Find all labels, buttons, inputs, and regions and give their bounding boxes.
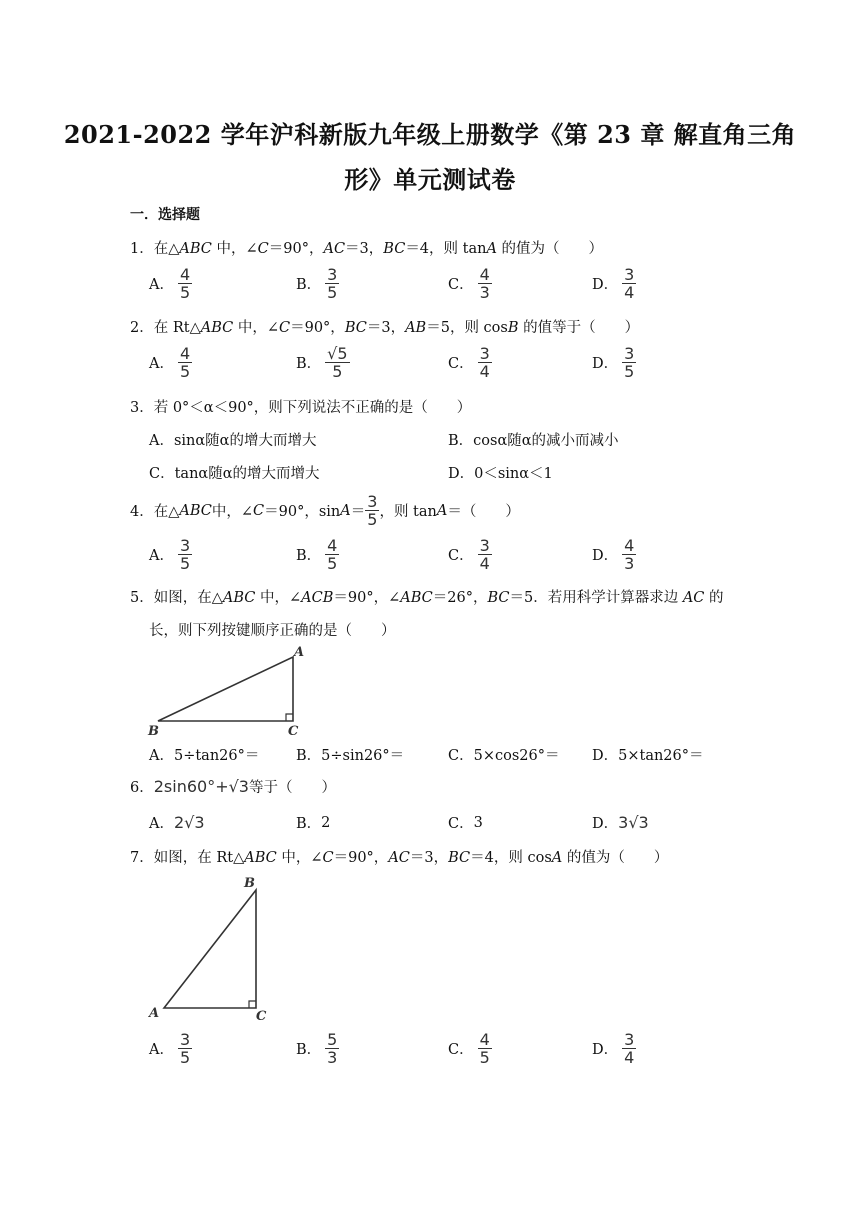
question-4: 4．在△ ABC 中，∠ C ＝90°，sin A ＝ $\frac{3}{5}$ ，则 tan A ＝（ ） xyxy=(130,492,520,529)
q7-label-c: C xyxy=(256,1009,267,1024)
q5-option-b[interactable]: B．5÷sin26°＝ xyxy=(296,748,405,764)
q2-option-b[interactable]: B． $\frac{√5}{5}$ xyxy=(296,344,348,381)
q5-option-a[interactable]: A．5÷tan26°＝ xyxy=(149,748,260,764)
q1-option-b[interactable]: B． $\frac{3}{5}$ xyxy=(296,265,338,302)
q6-option-a[interactable]: A． 2√3 xyxy=(149,813,205,832)
q6-option-b[interactable]: B． 2 xyxy=(296,814,331,832)
q3-option-b[interactable]: B．cosα随α的减小而减小 xyxy=(448,433,619,449)
q7-option-c[interactable]: C． $\frac{4}{5}$ xyxy=(448,1030,490,1067)
q7-label-b: B xyxy=(244,876,255,891)
q3-option-d[interactable]: D．0＜sinα＜1 xyxy=(448,466,553,482)
q2-option-d[interactable]: D． $\frac{3}{5}$ xyxy=(592,344,635,381)
q5-label-c: C xyxy=(288,724,299,739)
q7-option-b[interactable]: B． $\frac{5}{3}$ xyxy=(296,1030,338,1067)
title-line-1: 2021-2022 学年沪科新版九年级上册数学《第 23 章 解直角三角 xyxy=(63,120,797,149)
question-5-line-1: 5．如图，在△ABC 中，∠ACB＝90°，∠ABC＝26°，BC＝5．若用科学计算器求边 AC 的 xyxy=(130,590,724,606)
q6-option-c[interactable]: C． 3 xyxy=(448,814,483,832)
question-2: 2．在 Rt△ABC 中，∠C＝90°，BC＝3，AB＝5，则 cosB 的值等于（ ） xyxy=(130,320,640,336)
q3-option-c[interactable]: C．tanα随α的增大而增大 xyxy=(149,466,320,482)
q7-label-a: A xyxy=(149,1006,160,1021)
q5-option-c[interactable]: C．5×cos26°＝ xyxy=(448,748,560,764)
q5-label-a: A xyxy=(294,645,305,660)
question-6: 6．2sin60°+√3等于（ ） xyxy=(130,777,336,796)
question-1: 1．在△ABC 中，∠C＝90°，AC＝3，BC＝4，则 tanA 的值为（ ） xyxy=(130,241,604,257)
q7-option-d[interactable]: D． $\frac{3}{4}$ xyxy=(592,1030,635,1067)
q6-expression: 2sin60°+√3 xyxy=(153,777,249,796)
q4-option-d[interactable]: D． $\frac{4}{3}$ xyxy=(592,536,635,573)
question-3: 3．若 0°＜α＜90°，则下列说法不正确的是（ ） xyxy=(130,400,472,416)
q5-label-b: B xyxy=(148,724,159,739)
question-7: 7．如图，在 Rt△ABC 中，∠C＝90°，AC＝3，BC＝4，则 cosA 的值为（ ） xyxy=(130,850,669,866)
q7-triangle-figure xyxy=(140,870,280,1025)
q3-option-a[interactable]: A．sinα随α的增大而增大 xyxy=(149,433,317,449)
q4-option-c[interactable]: C． $\frac{3}{4}$ xyxy=(448,536,490,573)
q1-option-d[interactable]: D． $\frac{3}{4}$ xyxy=(592,265,635,302)
q4-option-b[interactable]: B． $\frac{4}{5}$ xyxy=(296,536,338,573)
q5-triangle-figure xyxy=(140,640,320,740)
title-line-2: 形》单元测试卷 xyxy=(344,165,516,194)
q2-option-c[interactable]: C． $\frac{3}{4}$ xyxy=(448,344,490,381)
section-heading: 一．选择题 xyxy=(130,207,200,223)
q1-option-c[interactable]: C． $\frac{4}{3}$ xyxy=(448,265,490,302)
q5-option-d[interactable]: D．5×tan26°＝ xyxy=(592,748,704,764)
q4-option-a[interactable]: A． $\frac{3}{5}$ xyxy=(149,536,191,573)
q1-option-a[interactable]: A． $\frac{4}{5}$ xyxy=(149,265,191,302)
q7-option-a[interactable]: A． $\frac{3}{5}$ xyxy=(149,1030,191,1067)
q6-option-d[interactable]: D． 3√3 xyxy=(592,813,649,832)
question-5-line-2: 长，则下列按键顺序正确的是（ ） xyxy=(149,623,396,639)
q2-option-a[interactable]: A． $\frac{4}{5}$ xyxy=(149,344,191,381)
